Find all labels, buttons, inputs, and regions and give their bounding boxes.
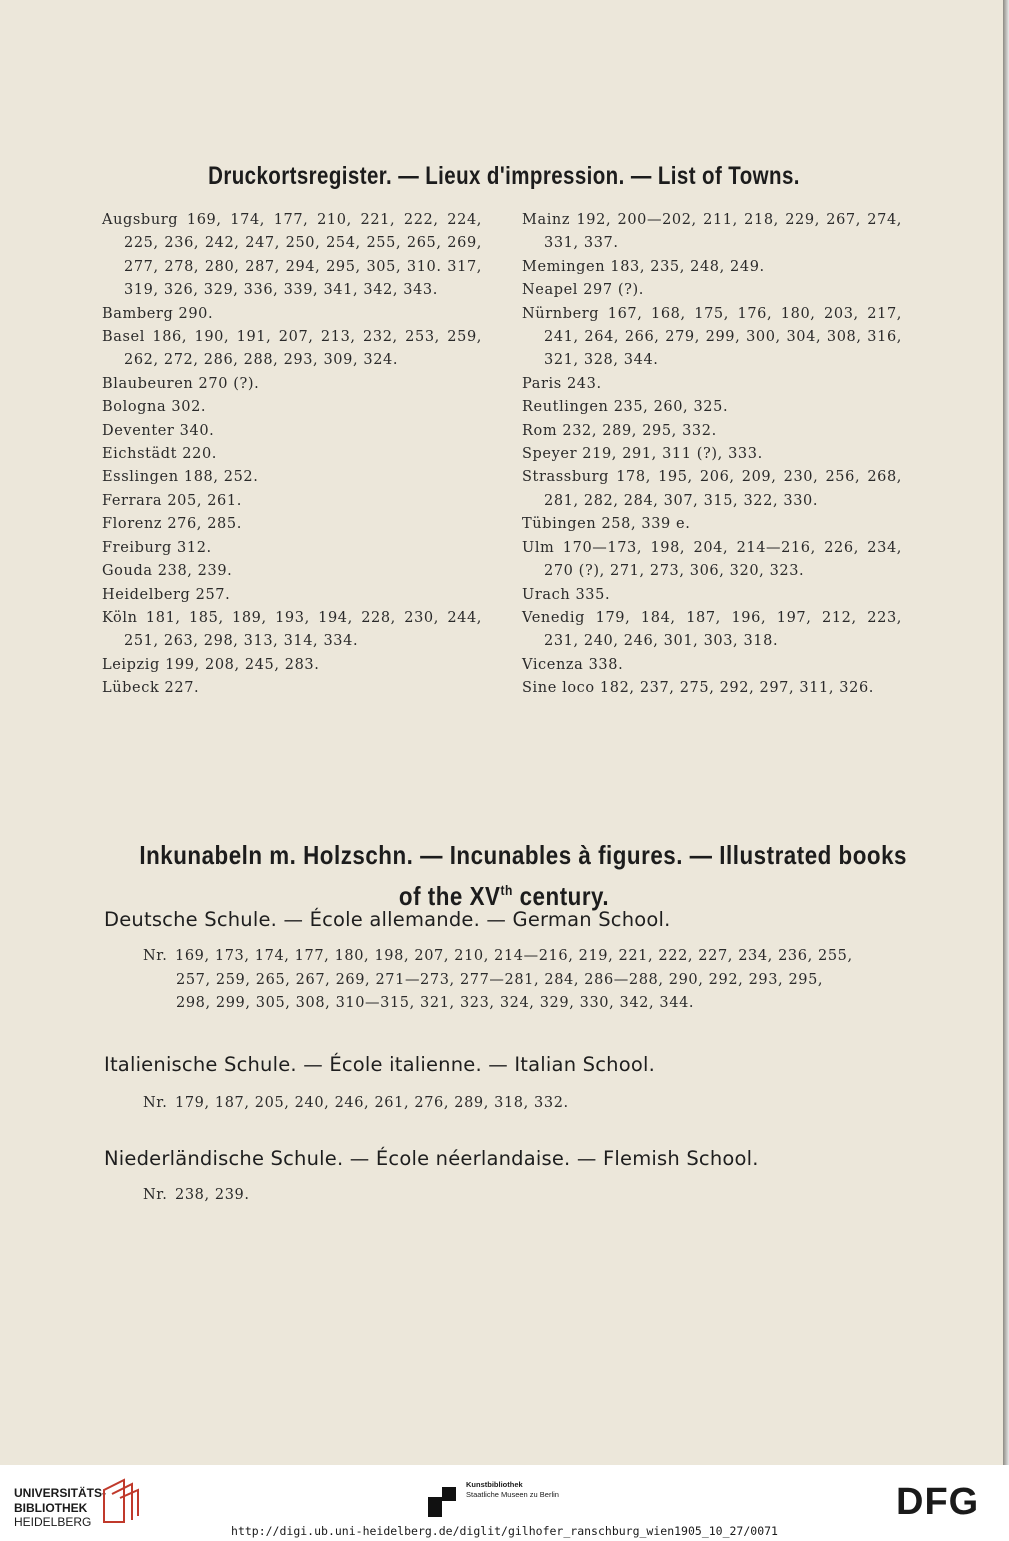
town-entry: Augsburg 169, 174, 177, 210, 221, 222, 224, 225, 236, 242, 247, 250, 254, 255, 265, 269, 277, 278, 280, 287, 294, 295, 305, 310. 317, 319, 326, 329, 336, 339, 341, 342, 343. xyxy=(102,212,482,299)
town-entry: Eichstädt 220. xyxy=(102,446,217,463)
illustrated-heading xyxy=(80,838,928,914)
town-entry: Florenz 276, 285. xyxy=(102,516,242,533)
source-url[interactable]: http://digi.ub.uni-heidelberg.de/diglit/gilhofer_ranschburg_wien1905_10_27/0071 xyxy=(231,1524,778,1538)
town-entry: Urach 335. xyxy=(522,586,611,603)
town-entry: Basel 186, 190, 191, 207, 213, 232, 253, 259, 262, 272, 286, 288, 293, 309, 324. xyxy=(102,329,482,369)
town-entry: Deventer 340. xyxy=(102,422,215,439)
town-entry: Paris 243. xyxy=(522,375,602,392)
towns-heading: Druckortsregister. — Lieux d'impression. — List of Towns. xyxy=(208,162,800,190)
school-numbers-german: Nr. 169, 173, 174, 177, 180, 198, 207, 210, 214—216, 219, 221, 222, 227, 234, 236, 255, 257, 259, 265, 267, 269, 271—273, 277—281, 284, 286—288, 290, 292, 293, 295, 298, 299, 305, 308, 310—315, 321, 323, 324, 329, 330, 342, 344. xyxy=(143,948,853,1011)
ub-heidelberg-text: UNIVERSITÄTS- BIBLIOTHEK HEIDELBERG xyxy=(14,1486,107,1529)
illustrated-heading-line1: Inkunabeln m. Holzschn. — Incunables à figures. — Illustrated books xyxy=(139,840,907,870)
school-numbers-italian: Nr. 179, 187, 205, 240, 246, 261, 276, 289, 318, 332. xyxy=(143,1095,569,1111)
town-entry: Lübeck 227. xyxy=(102,680,200,697)
school-title-german: Deutsche Schule. — École allemande. — German School. xyxy=(104,908,671,931)
page-edge xyxy=(1003,0,1009,1465)
town-entry: Bologna 302. xyxy=(102,399,207,416)
town-entry: Esslingen 188, 252. xyxy=(102,469,259,486)
towns-left-column xyxy=(102,209,482,701)
kunstbibliothek-logo-icon xyxy=(428,1487,456,1517)
dfg-logo: DFG xyxy=(896,1481,980,1523)
town-entry: Blaubeuren 270 (?). xyxy=(102,375,260,392)
town-entry: Speyer 219, 291, 311 (?), 333. xyxy=(522,446,763,463)
footer-bar xyxy=(0,1465,1009,1541)
towns-right-column xyxy=(522,209,902,701)
town-entry: Reutlingen 235, 260, 325. xyxy=(522,399,729,416)
town-entry: Köln 181, 185, 189, 193, 194, 228, 230, 244, 251, 263, 298, 313, 314, 334. xyxy=(102,609,482,650)
town-entry: Strassburg 178, 195, 206, 209, 230, 256, 268, 281, 282, 284, 307, 315, 322, 330. xyxy=(522,469,902,509)
town-entry: Leipzig 199, 208, 245, 283. xyxy=(102,656,320,673)
town-entry: Venedig 179, 184, 187, 196, 197, 212, 223, 231, 240, 246, 301, 303, 318. xyxy=(522,609,902,650)
town-entry: Bamberg 290. xyxy=(102,305,214,322)
town-entry: Vicenza 338. xyxy=(522,656,624,673)
town-entry: Nürnberg 167, 168, 175, 176, 180, 203, 217, 241, 264, 266, 279, 299, 300, 304, 308, 316, 321, 328, 344. xyxy=(522,305,902,369)
town-entry: Tübingen 258, 339 e. xyxy=(522,516,691,533)
town-entry: Mainz 192, 200—202, 211, 218, 229, 267, 274, 331, 337. xyxy=(522,212,902,252)
illustrated-heading-line2: of the XVth century. xyxy=(398,881,610,911)
school-title-flemish: Niederländische Schule. — École néerlandaise. — Flemish School. xyxy=(104,1147,759,1170)
kunstbibliothek-text: Kunstbibliothek Staatliche Museen zu Berlin xyxy=(466,1480,559,1499)
ub-logo-icon xyxy=(100,1476,142,1526)
town-entry: Rom 232, 289, 295, 332. xyxy=(522,422,717,439)
town-entry: Ferrara 205, 261. xyxy=(102,492,242,509)
town-entry: Memingen 183, 235, 248, 249. xyxy=(522,258,765,275)
town-entry: Heidelberg 257. xyxy=(102,586,231,603)
town-entry: Neapel 297 (?). xyxy=(522,282,645,299)
town-entry: Ulm 170—173, 198, 204, 214—216, 226, 234, 270 (?), 271, 273, 306, 320, 323. xyxy=(522,539,902,580)
town-entry: Sine loco 182, 237, 275, 292, 297, 311, 326. xyxy=(522,680,874,697)
town-entry: Freiburg 312. xyxy=(102,539,212,556)
town-entry: Gouda 238, 239. xyxy=(102,563,233,580)
school-numbers-flemish: Nr. 238, 239. xyxy=(143,1187,250,1203)
school-title-italian: Italienische Schule. — École italienne. — Italian School. xyxy=(104,1053,655,1076)
